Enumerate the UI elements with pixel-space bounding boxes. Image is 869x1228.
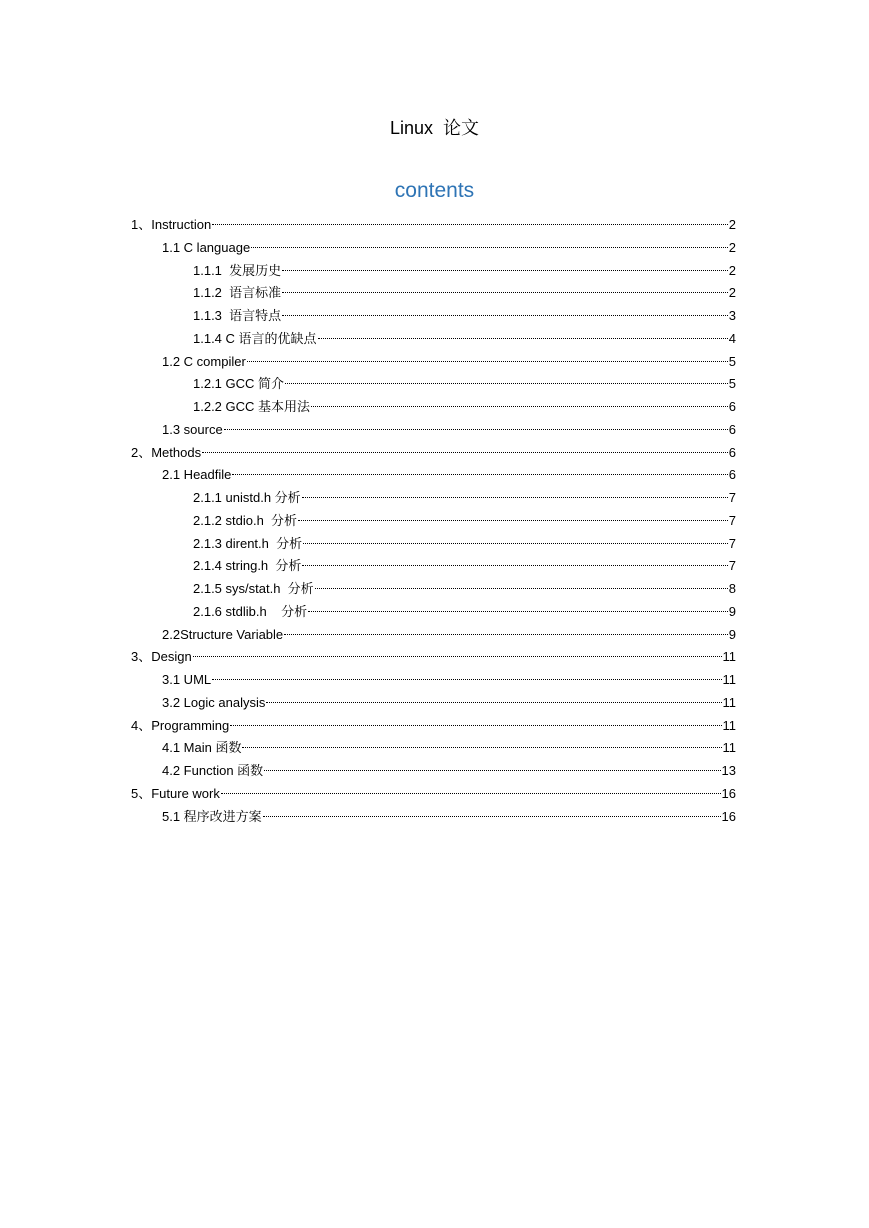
toc-entry[interactable] (0, 260, 869, 283)
toc-entry-page-number: 7 (728, 512, 736, 528)
table-of-contents (0, 214, 869, 828)
toc-entry[interactable] (0, 282, 869, 305)
toc-entry[interactable] (0, 669, 869, 692)
toc-dot-leader (318, 338, 728, 339)
toc-entry[interactable] (0, 578, 869, 601)
toc-entry-page-number: 6 (728, 421, 736, 437)
toc-entry-label: 1.1.4 C 语言的优缺点 (193, 330, 317, 346)
toc-entry-label: 2.1.4 string.h 分析 (193, 558, 302, 574)
toc-entry-label: 3.2 Logic analysis (162, 694, 266, 710)
toc-entry[interactable] (0, 305, 869, 328)
toc-entry-page-number: 3 (728, 308, 736, 323)
toc-entry[interactable] (0, 555, 869, 578)
toc-entry[interactable] (0, 737, 869, 760)
toc-entry-label: 3.1 UML (162, 672, 212, 687)
toc-entry-label: 1、Instruction (131, 217, 212, 232)
toc-entry-label: 4.1 Main 函数 (162, 740, 242, 756)
toc-entry-label: 2.1.3 dirent.h 分析 (193, 535, 303, 551)
toc-entry[interactable] (0, 715, 869, 738)
toc-entry-page-number: 2 (728, 285, 736, 301)
toc-entry[interactable] (0, 624, 869, 647)
toc-entry-label: 1.1.3 语言特点 (193, 308, 282, 323)
toc-entry[interactable] (0, 760, 869, 783)
toc-entry-label: 4、Programming (131, 717, 230, 733)
toc-entry-page-number: 7 (728, 490, 736, 505)
toc-heading: contents (394, 179, 475, 202)
toc-entry[interactable] (0, 646, 869, 669)
toc-entry[interactable] (0, 464, 869, 487)
toc-entry[interactable] (0, 510, 869, 533)
toc-entry-page-number: 5 (728, 376, 736, 392)
toc-entry-page-number: 13 (721, 763, 736, 778)
toc-entry[interactable] (0, 487, 869, 510)
toc-entry-page-number: 7 (728, 558, 736, 574)
toc-dot-leader (247, 361, 728, 362)
toc-entry[interactable] (0, 806, 869, 829)
toc-entry-label: 2.1.6 stdlib.h 分析 (193, 603, 308, 619)
toc-entry[interactable] (0, 783, 869, 806)
toc-dot-leader (285, 383, 728, 384)
toc-dot-leader (266, 702, 721, 703)
toc-dot-leader (193, 656, 722, 657)
toc-entry-label: 1.2 C compiler (162, 353, 246, 369)
toc-dot-leader (311, 406, 728, 407)
toc-dot-leader (212, 679, 721, 680)
toc-dot-leader (221, 793, 721, 794)
toc-entry-label: 2.2Structure Variable (162, 626, 284, 642)
toc-entry-label: 1.1.2 语言标准 (193, 285, 282, 301)
toc-entry-label: 2.1 Headfile (162, 467, 232, 483)
toc-dot-leader (302, 497, 728, 498)
toc-entry-page-number: 2 (728, 262, 736, 278)
toc-entry-page-number: 4 (728, 330, 736, 346)
toc-entry-page-number: 11 (722, 672, 736, 687)
toc-entry[interactable] (0, 692, 869, 715)
toc-entry-page-number: 11 (722, 649, 736, 665)
toc-entry-page-number: 2 (728, 217, 736, 232)
toc-dot-leader (308, 611, 728, 612)
toc-entry[interactable] (0, 351, 869, 374)
toc-entry-label: 1.2.2 GCC 基本用法 (193, 399, 311, 414)
toc-dot-leader (264, 770, 720, 771)
toc-entry-label: 3、Design (131, 649, 192, 665)
toc-entry-label: 5、Future work (131, 785, 220, 801)
toc-dot-leader (230, 725, 721, 726)
toc-entry[interactable] (0, 442, 869, 465)
toc-entry-page-number: 11 (722, 694, 736, 710)
toc-dot-leader (202, 452, 728, 453)
toc-entry-label: 2.1.2 stdio.h 分析 (193, 512, 298, 528)
toc-dot-leader (315, 588, 728, 589)
toc-entry-label: 1.2.1 GCC 简介 (193, 376, 285, 392)
toc-entry-label: 2.1.1 unistd.h 分析 (193, 490, 301, 505)
toc-entry[interactable] (0, 601, 869, 624)
toc-entry-label: 2.1.5 sys/stat.h 分析 (193, 581, 314, 596)
toc-entry[interactable] (0, 328, 869, 351)
toc-entry-page-number: 5 (728, 353, 736, 369)
toc-dot-leader (282, 270, 728, 271)
toc-entry-page-number: 8 (728, 581, 736, 596)
toc-entry-page-number: 6 (728, 444, 736, 460)
toc-entry[interactable] (0, 419, 869, 442)
toc-entry-label: 2、Methods (131, 444, 202, 460)
toc-dot-leader (282, 315, 728, 316)
toc-dot-leader (242, 747, 721, 748)
toc-dot-leader (263, 816, 721, 817)
toc-entry-page-number: 16 (721, 808, 736, 824)
toc-dot-leader (302, 565, 727, 566)
toc-entry-page-number: 9 (728, 603, 736, 619)
toc-entry[interactable] (0, 214, 869, 237)
toc-entry-page-number: 16 (721, 785, 736, 801)
toc-entry-page-number: 7 (728, 535, 736, 551)
document-title: Linux 论文 (389, 118, 480, 138)
toc-entry-page-number: 11 (722, 740, 736, 756)
toc-entry-label: 1.3 source (162, 421, 223, 437)
toc-entry-page-number: 6 (728, 399, 736, 414)
toc-entry-page-number: 2 (728, 239, 736, 255)
toc-entry-label: 5.1 程序改进方案 (162, 808, 262, 824)
toc-entry-label: 1.1.1 发展历史 (193, 262, 282, 278)
toc-entry-label: 1.1 C language (162, 239, 251, 255)
toc-dot-leader (284, 634, 728, 635)
toc-dot-leader (282, 292, 728, 293)
toc-entry[interactable] (0, 373, 869, 396)
toc-dot-leader (251, 247, 728, 248)
toc-dot-leader (224, 429, 728, 430)
toc-entry[interactable] (0, 396, 869, 419)
toc-entry-page-number: 11 (722, 717, 736, 733)
toc-entry[interactable] (0, 533, 869, 556)
toc-entry-label: 4.2 Function 函数 (162, 763, 264, 778)
toc-entry-page-number: 6 (728, 467, 736, 483)
toc-entry[interactable] (0, 237, 869, 260)
toc-dot-leader (298, 520, 728, 521)
toc-dot-leader (232, 474, 727, 475)
toc-dot-leader (212, 224, 728, 225)
toc-dot-leader (303, 543, 728, 544)
toc-entry-page-number: 9 (728, 626, 736, 642)
